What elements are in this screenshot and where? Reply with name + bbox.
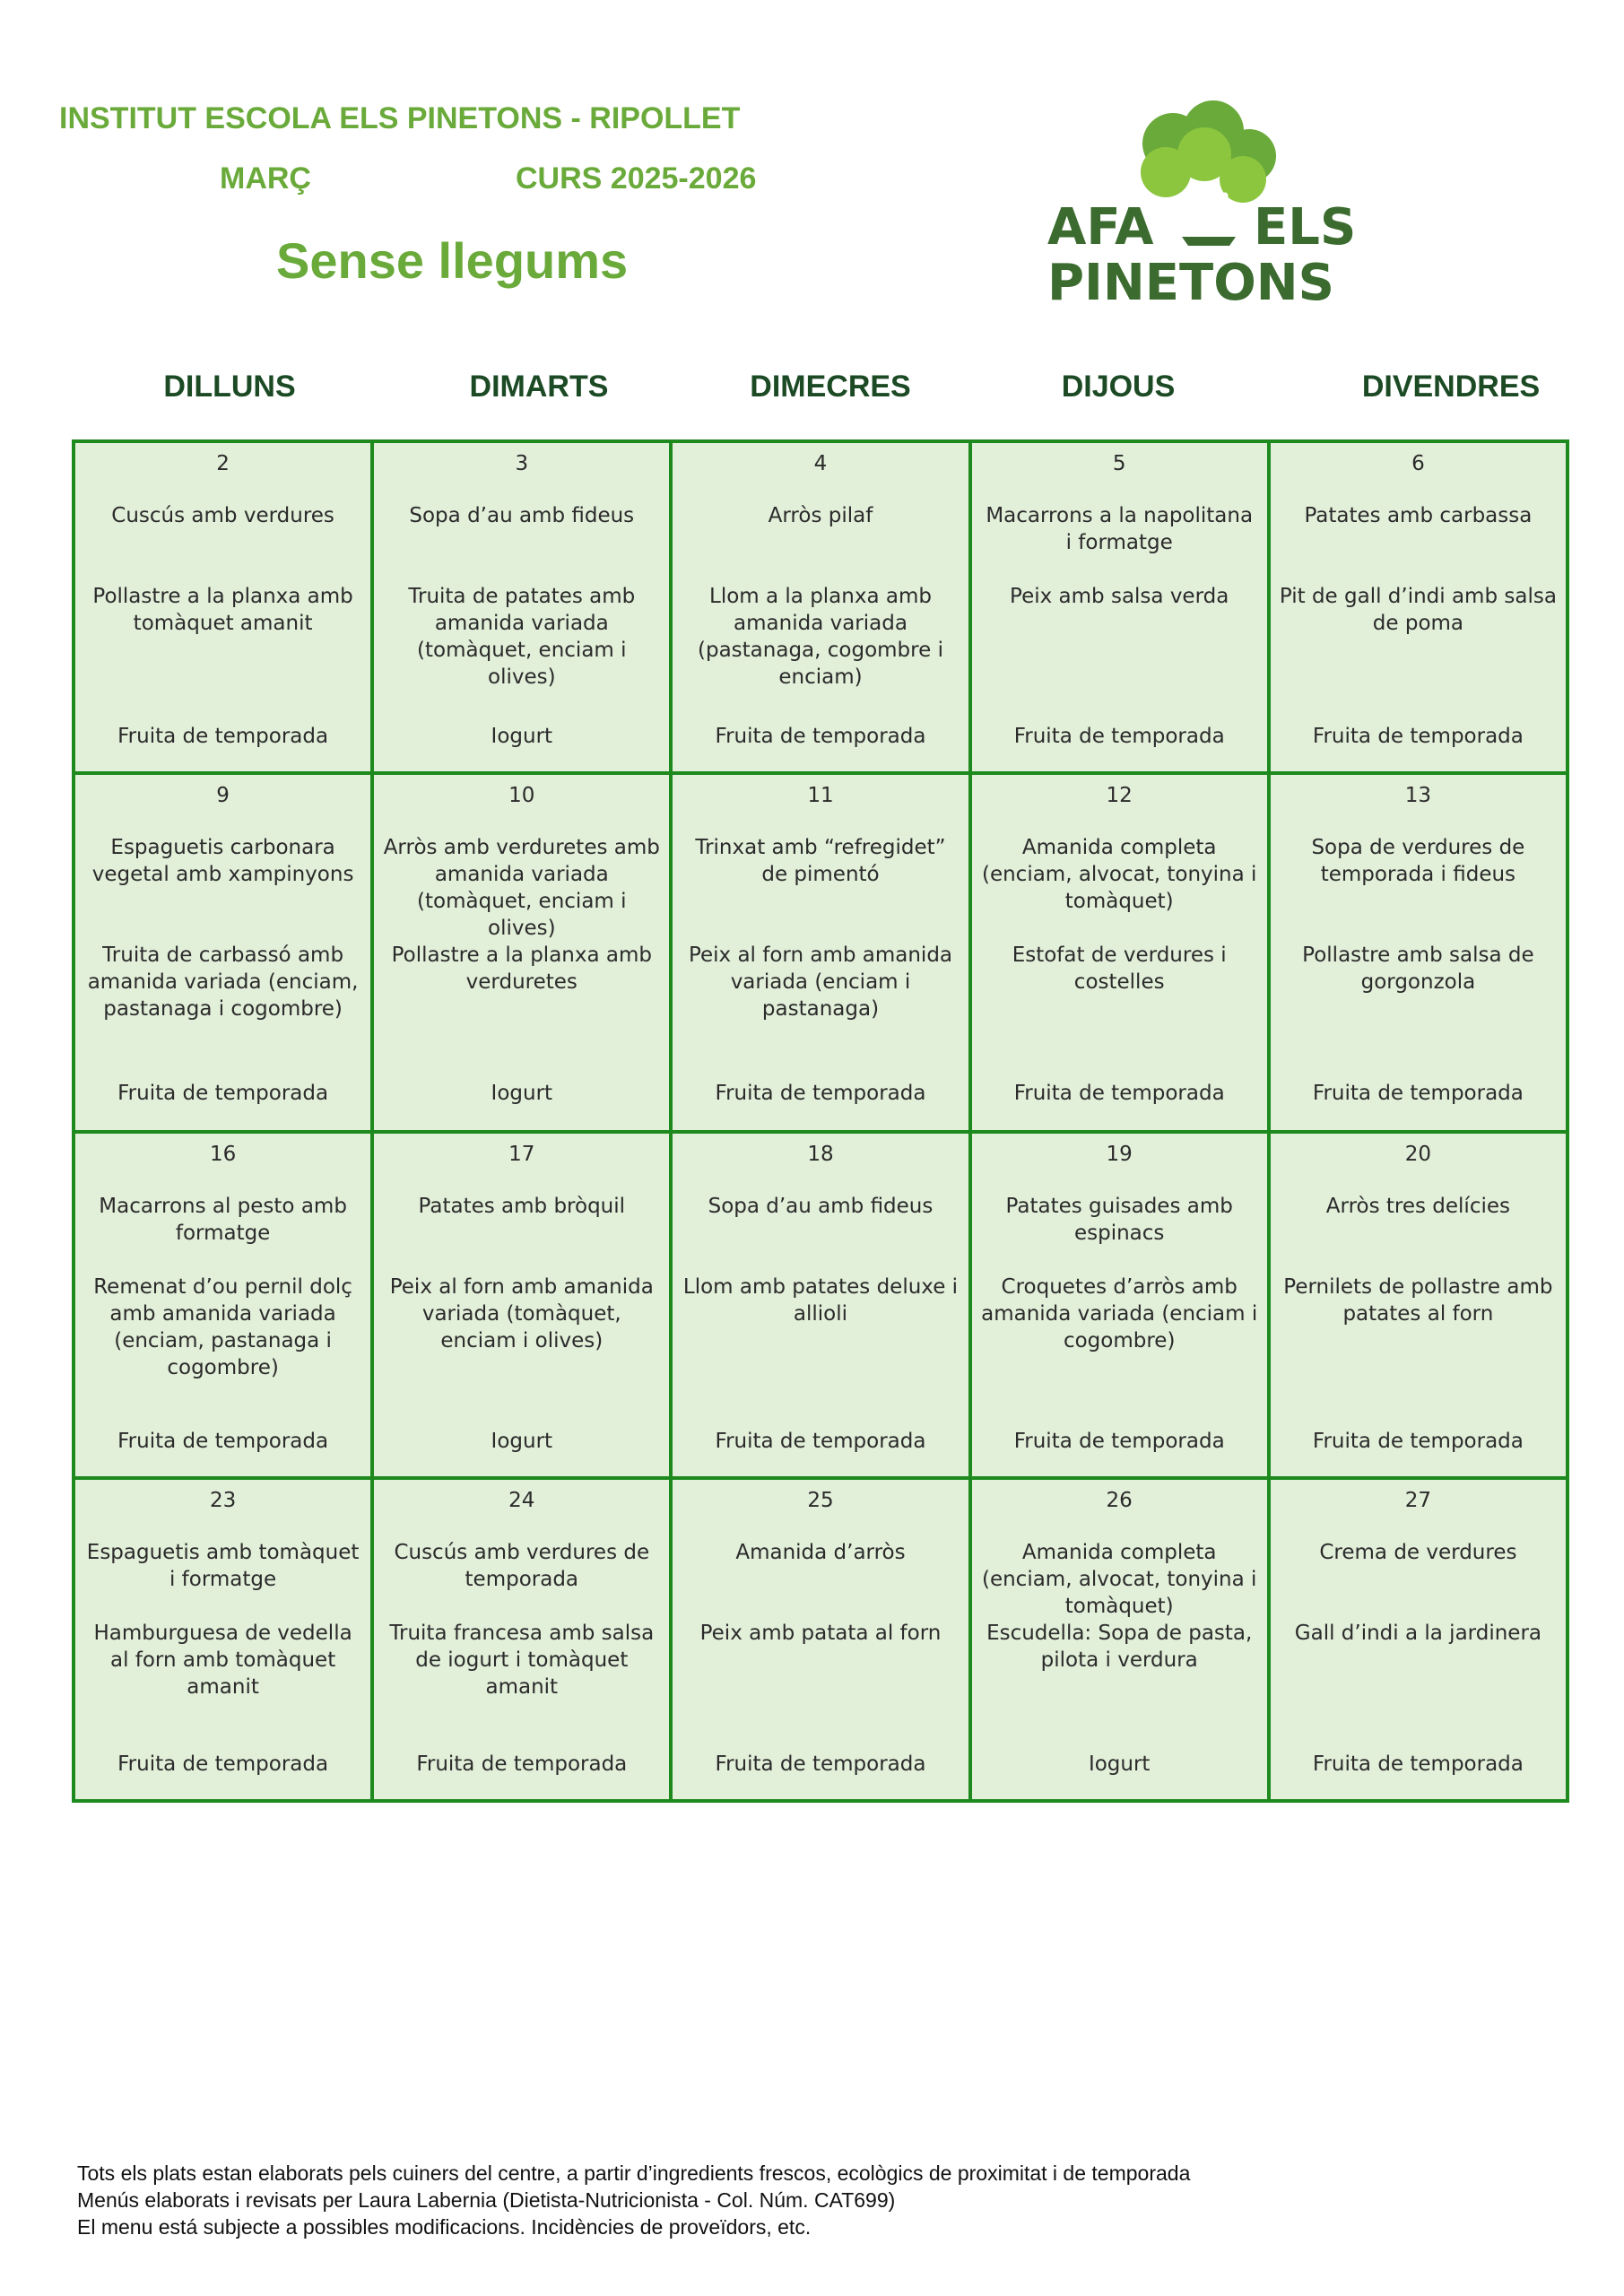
dessert: Fruita de temporada [117, 725, 329, 748]
dessert: Iogurt [491, 725, 553, 748]
second-course: Truita de patates amb amanida variada (tomàquet, enciam i olives) [408, 585, 636, 689]
footer-line: Menús elaborats i revisats per Laura Labernia (Dietista-Nutricionista - Col. Núm. CAT699) [77, 2188, 896, 2212]
dessert: Iogurt [491, 1082, 553, 1105]
second-course: Pit de gall d’indi amb salsa de poma [1279, 585, 1557, 635]
day-number: 3 [515, 452, 529, 475]
day-number: 10 [508, 784, 535, 807]
first-course: Cuscús amb verdures de temporada [394, 1541, 650, 1591]
menu-day-cell [972, 1480, 1267, 1799]
second-course: Gall d’indi a la jardinera [1294, 1622, 1541, 1645]
menu-day-cell [75, 1480, 370, 1799]
day-number: 5 [1112, 452, 1126, 475]
dessert: Fruita de temporada [1312, 725, 1524, 748]
second-course: Croquetes d’arròs amb amanida variada (enciam i cogombre) [981, 1275, 1258, 1352]
first-course: Patates amb carbassa [1304, 504, 1533, 527]
menu-day-cell [75, 775, 370, 1130]
dessert: Fruita de temporada [1013, 1430, 1225, 1453]
menu-day-cell [75, 443, 370, 771]
second-course: Peix amb salsa verda [1010, 585, 1229, 608]
dessert: Fruita de temporada [715, 1752, 926, 1776]
first-course: Amanida completa (enciam, alvocat, tonyina i tomàquet) [981, 836, 1257, 913]
second-course: Escudella: Sopa de pasta, pilota i verdura [986, 1622, 1253, 1672]
menu-subtitle: Sense llegums [276, 232, 629, 289]
dessert: Fruita de temporada [117, 1082, 329, 1105]
second-course: Pollastre amb salsa de gorgonzola [1302, 944, 1534, 994]
second-course: Llom amb patates deluxe i allioli [682, 1275, 959, 1326]
second-course: Peix al forn amb amanida variada (enciam i pastanaga) [688, 944, 953, 1021]
day-number: 18 [807, 1143, 834, 1166]
day-number: 23 [209, 1489, 237, 1512]
first-course: Sopa d’au amb fideus [409, 504, 635, 527]
menu-day-cell [673, 1480, 968, 1799]
day-header: DILLUNS [163, 370, 296, 404]
day-header: DIJOUS [1061, 370, 1176, 404]
second-course: Pollastre a la planxa amb verduretes [391, 944, 652, 994]
second-course: Llom a la planxa amb amanida variada (pastanaga, cogombre i enciam) [698, 585, 943, 689]
menu-day-cell [673, 443, 968, 771]
first-course: Arròs amb verduretes amb amanida variada (tomàquet, enciam i olives) [383, 836, 660, 940]
menu-day-cell [972, 775, 1267, 1130]
dessert: Iogurt [491, 1430, 553, 1453]
menu-day-cell [1271, 1480, 1566, 1799]
first-course: Arròs pilaf [768, 504, 873, 527]
footer-notes [77, 2160, 1190, 2240]
menu-day-cell [1271, 775, 1566, 1130]
school-name: INSTITUT ESCOLA ELS PINETONS - RIPOLLET [59, 101, 741, 135]
menu-day-cell [673, 775, 968, 1130]
day-number: 24 [508, 1489, 535, 1512]
day-number: 17 [508, 1143, 535, 1166]
day-header: DIMARTS [469, 370, 609, 404]
day-number: 26 [1106, 1489, 1133, 1512]
day-number: 6 [1411, 452, 1425, 475]
menu-day-cell [374, 1480, 669, 1799]
day-number: 16 [209, 1143, 237, 1166]
dessert: Fruita de temporada [1312, 1430, 1524, 1453]
weekday-headers [0, 370, 1624, 405]
second-course: Estofat de verdures i costelles [1012, 944, 1227, 994]
second-course: Pollastre a la planxa amb tomàquet amanit [92, 585, 353, 635]
dessert: Fruita de temporada [117, 1430, 329, 1453]
dessert: Fruita de temporada [715, 1430, 926, 1453]
day-number: 11 [807, 784, 834, 807]
dessert: Fruita de temporada [1013, 1082, 1225, 1105]
menu-day-cell [374, 1134, 669, 1476]
menu-day-cell [972, 443, 1267, 771]
second-course: Hamburguesa de vedella al forn amb tomàquet amanit [93, 1622, 352, 1699]
dessert: Fruita de temporada [715, 725, 926, 748]
second-course: Remenat d’ou pernil dolç amb amanida variada (enciam, pastanaga i cogombre) [93, 1275, 352, 1379]
course-label: CURS 2025-2026 [516, 161, 757, 196]
footer-line: El menu está subjecte a possibles modificacions. Incidències de proveïdors, etc. [77, 2215, 812, 2239]
dessert: Fruita de temporada [1312, 1082, 1524, 1105]
day-number: 19 [1106, 1143, 1133, 1166]
logo-line1-part2: ELS [1254, 198, 1357, 257]
dessert: Fruita de temporada [1013, 725, 1225, 748]
day-header: DIVENDRES [1361, 370, 1541, 404]
first-course: Crema de verdures [1319, 1541, 1517, 1564]
first-course: Patates guisades amb espinacs [1005, 1195, 1233, 1245]
menu-calendar [72, 439, 1569, 1803]
menu-day-cell [75, 1134, 370, 1476]
logo-line1-part1: AFA [1047, 198, 1154, 257]
first-course: Sopa de verdures de temporada i fideus [1311, 836, 1525, 886]
dessert: Fruita de temporada [715, 1082, 926, 1105]
first-course: Patates amb bròquil [418, 1195, 626, 1218]
day-number: 9 [216, 784, 230, 807]
first-course: Espaguetis carbonara vegetal amb xampinyons [91, 836, 354, 886]
first-course: Espaguetis amb tomàquet i formatge [86, 1541, 360, 1591]
month-label: MARÇ [220, 161, 311, 196]
day-number: 27 [1404, 1489, 1432, 1512]
menu-day-cell [673, 1134, 968, 1476]
day-number: 13 [1404, 784, 1432, 807]
day-number: 2 [216, 452, 230, 475]
day-number: 4 [813, 452, 828, 475]
second-course: Truita de carbassó amb amanida variada (enciam, pastanaga i cogombre) [87, 944, 359, 1021]
menu-day-cell [972, 1134, 1267, 1476]
second-course: Pernilets de pollastre amb patates al forn [1283, 1275, 1553, 1326]
second-course: Peix amb patata al forn [699, 1622, 942, 1645]
menu-day-cell [374, 443, 669, 771]
first-course: Amanida d’arròs [735, 1541, 906, 1564]
day-number: 12 [1106, 784, 1133, 807]
first-course: Cuscús amb verdures [111, 504, 334, 527]
dessert: Fruita de temporada [416, 1752, 628, 1776]
footer-line: Tots els plats estan elaborats pels cuiners del centre, a partir d’ingredients frescos, ecològics de proximitat i de temporada [77, 2161, 1191, 2185]
dessert: Fruita de temporada [117, 1752, 329, 1776]
first-course: Trinxat amb “refregidet” de pimentó [695, 836, 946, 886]
menu-day-cell [1271, 443, 1566, 771]
first-course: Arròs tres delícies [1325, 1195, 1510, 1218]
afa-logo [1047, 100, 1361, 316]
first-course: Amanida completa (enciam, alvocat, tonyina i tomàquet) [981, 1541, 1257, 1618]
menu-day-cell [1271, 1134, 1566, 1476]
first-course: Macarrons a la napolitana i formatge [986, 504, 1254, 554]
dessert: Iogurt [1088, 1752, 1151, 1776]
second-course: Peix al forn amb amanida variada (tomàquet, enciam i olives) [389, 1275, 654, 1352]
logo-line2: PINETONS [1047, 254, 1335, 312]
menu-day-cell [374, 775, 669, 1130]
first-course: Sopa d’au amb fideus [708, 1195, 934, 1218]
day-number: 20 [1404, 1143, 1432, 1166]
first-course: Macarrons al pesto amb formatge [99, 1195, 347, 1245]
day-number: 25 [807, 1489, 834, 1512]
day-header: DIMECRES [750, 370, 911, 404]
dessert: Fruita de temporada [1312, 1752, 1524, 1776]
second-course: Truita francesa amb salsa de iogurt i tomàquet amanit [389, 1622, 655, 1699]
